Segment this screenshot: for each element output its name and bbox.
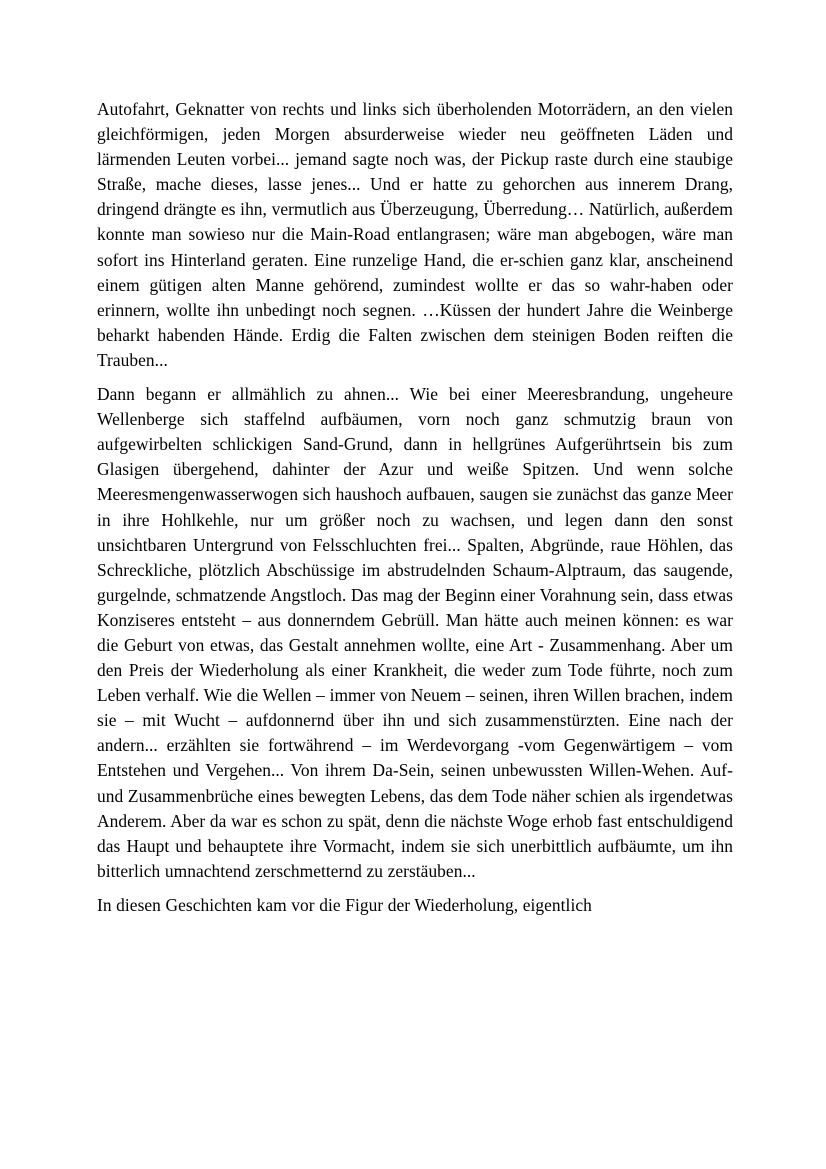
paragraph-1: Autofahrt, Geknatter von rechts und links sich überholenden Motorrädern, an den vielen gleichförmigen, jeden Morgen absurderweise wieder neu geöffneten Läden und lärmenden Leuten vorbei... jemand sagte noch was, der Pickup raste durch eine staubige Straße, mache dieses, lasse jenes... Und er hatte zu gehorchen aus innerem Drang, dringend drängte es ihn, vermutlich aus Überzeugung, Überredung… Natürlich, außerdem konnte man sowieso nur die Main-Road entlangrasen; wäre man abgebogen, wäre man sofort ins Hinterland geraten. Eine runzelige Hand, die er-schien ganz klar, anscheinend einem gütigen alten Manne gehörend, zumindest wollte er das so wahr-haben oder erinnern, wollte ihn unbedingt noch segnen. …Küssen der hundert Jahre die Weinberge beharkt habenden Hände. Erdig die Falten zwischen dem steinigen Boden reiften die Trauben...	[97, 99, 733, 370]
paragraph-2: Dann begann er allmählich zu ahnen... Wie bei einer Meeresbrandung, ungeheure Wellenberge sich staffelnd aufbäumen, vorn noch ganz schmutzig braun von aufgewirbelten schlickigen Sand-Grund, dann in hellgrünes Aufgerührtsein bis zum Glasigen übergehend, dahinter der Azur und weiße Spitzen. Und wenn solche Meeresmengenwasserwogen sich haushoch aufbauen, saugen sie zunächst das ganze Meer in ihre Hohlkehle, nur um größer noch zu wachsen, und legen dann den sonst unsichtbaren Untergrund von Felsschluchten frei... Spalten, Abgründe, raue Höhlen, das Schreckliche, plötzlich Abschüssige im abstrudelnden Schaum-Alptraum, das saugende, gurgelnde, schmatzende Angstloch. Das mag der Beginn einer Vorahnung sein, dass etwas Konziseres entsteht – aus donnerndem Gebrüll. Man hätte auch meinen können: es war die Geburt von etwas, das Gestalt annehmen wollte, eine Art - Zusammenhang. Aber um den Preis der Wiederholung als einer Krankheit, die weder zum Tode führte, noch zum Leben verhalf. Wie die Wellen – immer von Neuem – seinen, ihren Willen brachen, indem sie – mit Wucht – aufdonnernd über ihn und sich zusammenstürzten. Eine nach der andern... erzählten sie fortwährend – im Werdevorgang -vom Gegenwärtigem – vom Entstehen und Vergehen... Von ihrem Da-Sein, seinen unbewussten Willen-Wehen. Auf- und Zusammenbrüche eines bewegten Lebens, das dem Tode näher schien als irgendetwas Anderem. Aber da war es schon zu spät, denn die nächste Woge erhob fast entschuldigend das Haupt und behauptete ihre Vormacht, indem sie sich unerbittlich aufbäumte, um ihn bitterlich umnachtend zerschmetternd zu zerstäuben...	[97, 384, 733, 881]
paragraph-3: In diesen Geschichten kam vor die Figur der Wiederholung, eigentlich	[97, 894, 592, 915]
body-text-block	[97, 97, 733, 918]
